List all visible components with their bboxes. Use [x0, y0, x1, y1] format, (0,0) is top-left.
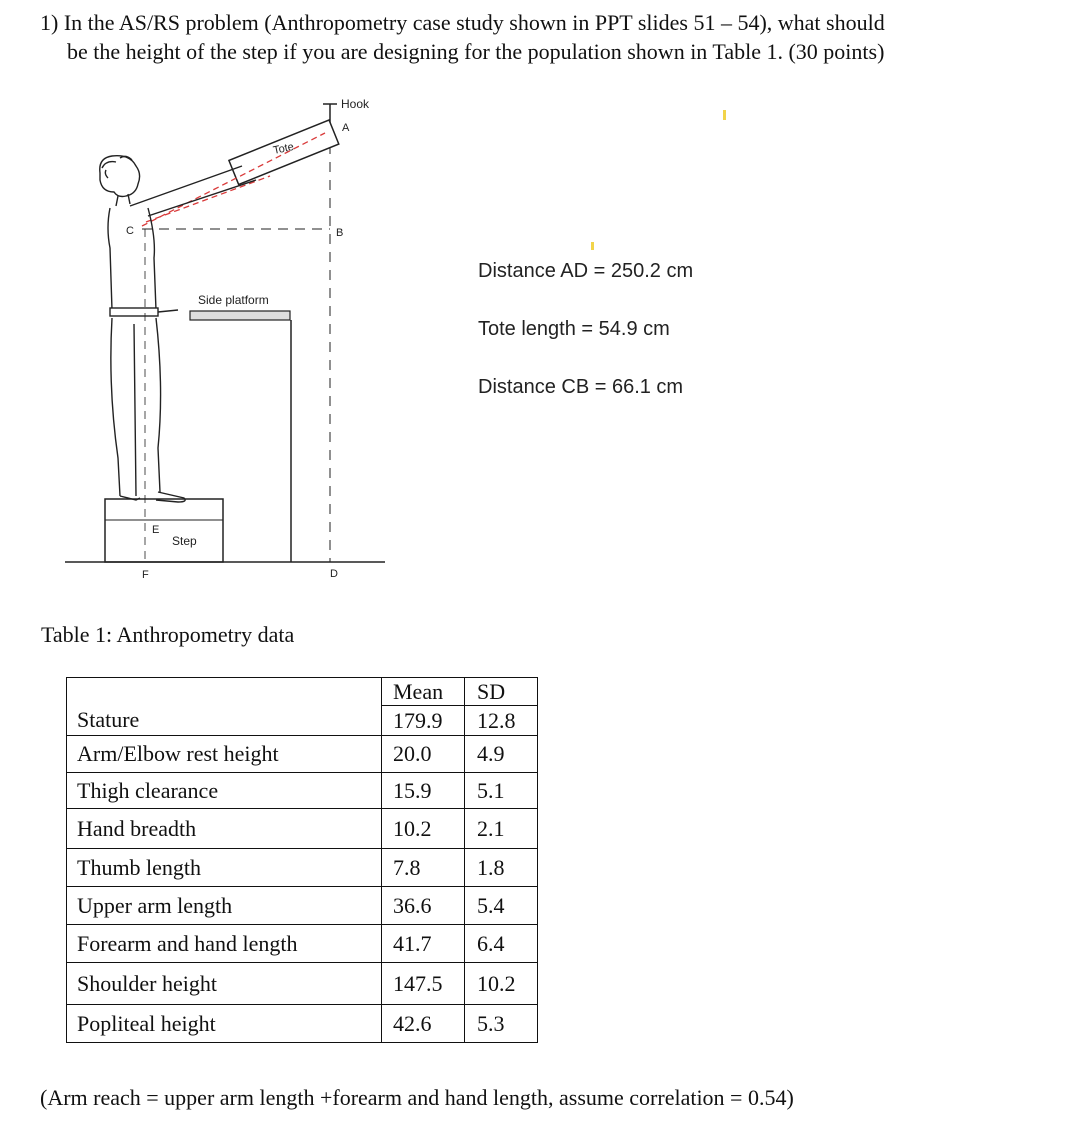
row-sd: 4.9 [465, 736, 538, 773]
row-name: Upper arm length [67, 887, 382, 925]
row-name: Hand breadth [67, 809, 382, 849]
reach-line-upper [142, 133, 325, 226]
label-b: B [336, 227, 344, 239]
label-f: F [142, 569, 149, 581]
row-mean: 15.9 [382, 773, 465, 809]
label-e: E [152, 524, 160, 536]
table-header-row [67, 678, 538, 706]
table-row [67, 706, 538, 736]
anthropometry-table [66, 677, 538, 1043]
row-sd: 5.3 [465, 1005, 538, 1043]
row-sd: 5.4 [465, 887, 538, 925]
label-d: D [330, 568, 338, 580]
row-sd: 2.1 [465, 809, 538, 849]
row-mean: 36.6 [382, 887, 465, 925]
row-mean: 7.8 [382, 849, 465, 887]
question-line-2: be the height of the step if you are designing for the population shown in Table 1. (30 points) [67, 39, 885, 64]
label-side-platform: Side platform [198, 293, 269, 307]
table-row [67, 1005, 538, 1043]
row-mean: 147.5 [382, 963, 465, 1005]
row-mean: 10.2 [382, 809, 465, 849]
table-row [67, 925, 538, 963]
row-name: Thumb length [67, 849, 382, 887]
tote-length-text: Tote length = 54.9 cm [478, 318, 670, 340]
label-step: Step [172, 534, 197, 548]
highlight-mark [591, 242, 594, 250]
row-name: Shoulder height [67, 963, 382, 1005]
header-sd-cell: SD [465, 678, 538, 706]
row-mean: 20.0 [382, 736, 465, 773]
label-hook: Hook [341, 97, 370, 111]
question-line-1: 1) In the AS/RS problem (Anthropometry case study shown in PPT slides 51 – 54), what should [40, 10, 885, 35]
row-mean: 42.6 [382, 1005, 465, 1043]
row-sd: 1.8 [465, 849, 538, 887]
row-sd: 5.1 [465, 773, 538, 809]
row-mean: 179.9 [382, 706, 465, 736]
row-name: Forearm and hand length [67, 925, 382, 963]
label-tote: Tote [272, 140, 295, 157]
table-row [67, 773, 538, 809]
footnote-text: (Arm reach = upper arm length +forearm and hand length, assume correlation = 0.54) [40, 1085, 794, 1110]
distance-ad-text: Distance AD = 250.2 cm [478, 260, 694, 282]
highlight-mark [723, 110, 726, 120]
header-name-cell [67, 678, 382, 706]
row-sd: 10.2 [465, 963, 538, 1005]
header-mean-cell: Mean [382, 678, 465, 706]
asrs-diagram [60, 88, 390, 588]
distance-cb-text: Distance CB = 66.1 cm [478, 376, 684, 398]
row-sd: 12.8 [465, 706, 538, 736]
label-c: C [126, 225, 134, 237]
table-row [67, 736, 538, 773]
row-name: Arm/Elbow rest height [67, 736, 382, 773]
table-row [67, 887, 538, 925]
question-text [40, 8, 1040, 66]
side-platform [190, 311, 290, 320]
table-row [67, 809, 538, 849]
table-row [67, 963, 538, 1005]
row-sd: 6.4 [465, 925, 538, 963]
table-caption: Table 1: Anthropometry data [41, 622, 295, 647]
table-row [67, 849, 538, 887]
row-name: Thigh clearance [67, 773, 382, 809]
label-a: A [342, 122, 350, 134]
row-name: Popliteal height [67, 1005, 382, 1043]
step-box [105, 499, 223, 562]
row-name: Stature [67, 706, 382, 736]
row-mean: 41.7 [382, 925, 465, 963]
